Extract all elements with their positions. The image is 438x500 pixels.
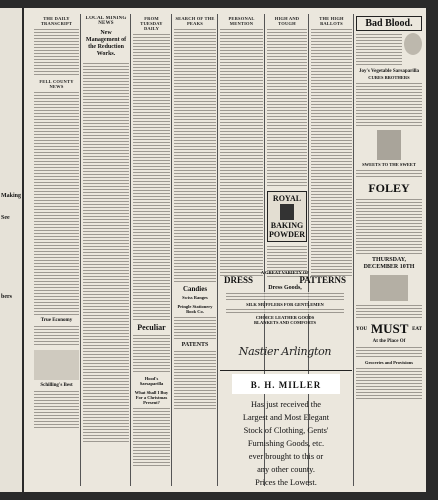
column-7 <box>311 16 352 302</box>
ad-groceries: Groceries and Provisions <box>364 360 414 365</box>
ad-bad-blood <box>356 16 422 31</box>
column-1 <box>34 16 79 484</box>
ad-blankets: BLANKETS AND COMFORTS <box>253 320 317 325</box>
figure-illustration <box>377 130 401 160</box>
ad-you-must-eat <box>356 321 422 337</box>
ad-line: A GREAT VARIETY OF <box>260 270 310 275</box>
column-header: LOCAL MINING NEWS <box>85 16 127 26</box>
miller-line: Has just received the <box>251 400 321 409</box>
column-header: PERSONAL MENTION <box>228 16 255 26</box>
ad-hoods: Hood's Sarsaparilla <box>139 376 164 386</box>
miller-name-banner <box>232 374 340 394</box>
left-page-edge <box>0 8 22 492</box>
ad-royal-baking-powder <box>267 191 307 242</box>
signature-text: Nastier Arlington <box>238 345 332 358</box>
left-page-word: Making <box>1 193 22 199</box>
ad-foley: FOLEY <box>368 181 410 195</box>
column-5 <box>220 16 263 302</box>
ad-place: At the Place Of <box>372 339 406 344</box>
portrait-icon <box>404 33 422 55</box>
baking-powder-can-icon <box>280 204 294 220</box>
must-word: MUST <box>370 321 409 336</box>
column-2 <box>83 16 129 484</box>
left-page-word: bers <box>1 294 12 300</box>
miller-line: Largest and Most Elegant <box>242 413 330 422</box>
bad-blood-title: Bad Blood. <box>365 18 413 29</box>
ad-illustration <box>370 275 408 301</box>
ad-pringle: Pringle Stationery Book Co. <box>177 304 213 314</box>
column-header: SEARCH OF THE PEAKS <box>175 16 215 26</box>
ad-patterns: PATTERNS <box>299 275 346 285</box>
must-you: YOU <box>356 326 368 332</box>
column-3 <box>133 16 170 484</box>
ad-joys: Joy's Vegetable Sarsaparilla <box>358 69 419 74</box>
miller-name: B. H. MILLER <box>250 380 322 390</box>
royal-line-1: ROYAL <box>272 194 302 203</box>
ad-bh-miller <box>220 370 352 489</box>
ad-illustration <box>34 350 79 380</box>
ad-dress: DRESS <box>224 275 254 285</box>
column-4 <box>174 16 216 484</box>
ad-sweets: SWEETS TO THE SWEET <box>362 162 416 167</box>
miller-copy <box>220 398 352 489</box>
royal-line-3: POWDER <box>269 230 305 239</box>
column-header: THE DAILY TRANSCRIPT <box>40 16 73 26</box>
ad-peculiar: Peculiar <box>137 323 166 332</box>
left-page-word: See <box>1 215 10 221</box>
newspaper-page <box>24 8 426 492</box>
ad-christmas: What Shall I Buy For a Christmas Present? <box>134 390 169 405</box>
column-header: HIGH AND TOUGH <box>274 16 300 26</box>
miller-line: ever brought to this or <box>248 452 324 461</box>
ad-schillings: Schilling's Best <box>40 383 73 388</box>
ad-silk-mufflers: SILK MUFFLERS FOR GENTLEMEN <box>246 302 324 307</box>
ad-swiss-ranges: Swiss Ranges <box>182 295 208 300</box>
column-8 <box>356 16 422 484</box>
ad-dress-goods: Dress Goods, <box>268 285 302 291</box>
ad-dress-patterns <box>220 270 350 340</box>
column-6 <box>267 16 307 302</box>
royal-line-2: BAKING <box>270 221 304 230</box>
ad-cures: CURES BROTHERS <box>368 75 410 80</box>
column-subheader: FELL COUNTY NEWS <box>39 79 74 89</box>
must-eat: EAT <box>412 326 422 332</box>
column-header: THE HIGH BALLOTS <box>319 16 344 26</box>
miller-line: Furnishing Goods, etc. <box>247 439 325 448</box>
ad-candies: Candies <box>182 285 208 293</box>
ad-true-economy: True Economy <box>40 318 73 323</box>
ad-leather-goods: CHOICE LEATHER GOODS <box>255 315 315 320</box>
miller-line: any other county. <box>257 465 315 474</box>
ad-thursday: THURSDAY, DECEMBER 10TH <box>363 257 415 270</box>
miller-line: Prices the Lowest. <box>255 478 317 487</box>
ad-patents: PATENTS <box>181 342 209 348</box>
ad-signature <box>220 342 350 364</box>
column-header: FROM TUESDAY DAILY <box>140 16 163 31</box>
headline: New Management of the Reduction Works. <box>85 30 127 57</box>
miller-line: Stock of Clothing, Gents' <box>243 426 329 435</box>
